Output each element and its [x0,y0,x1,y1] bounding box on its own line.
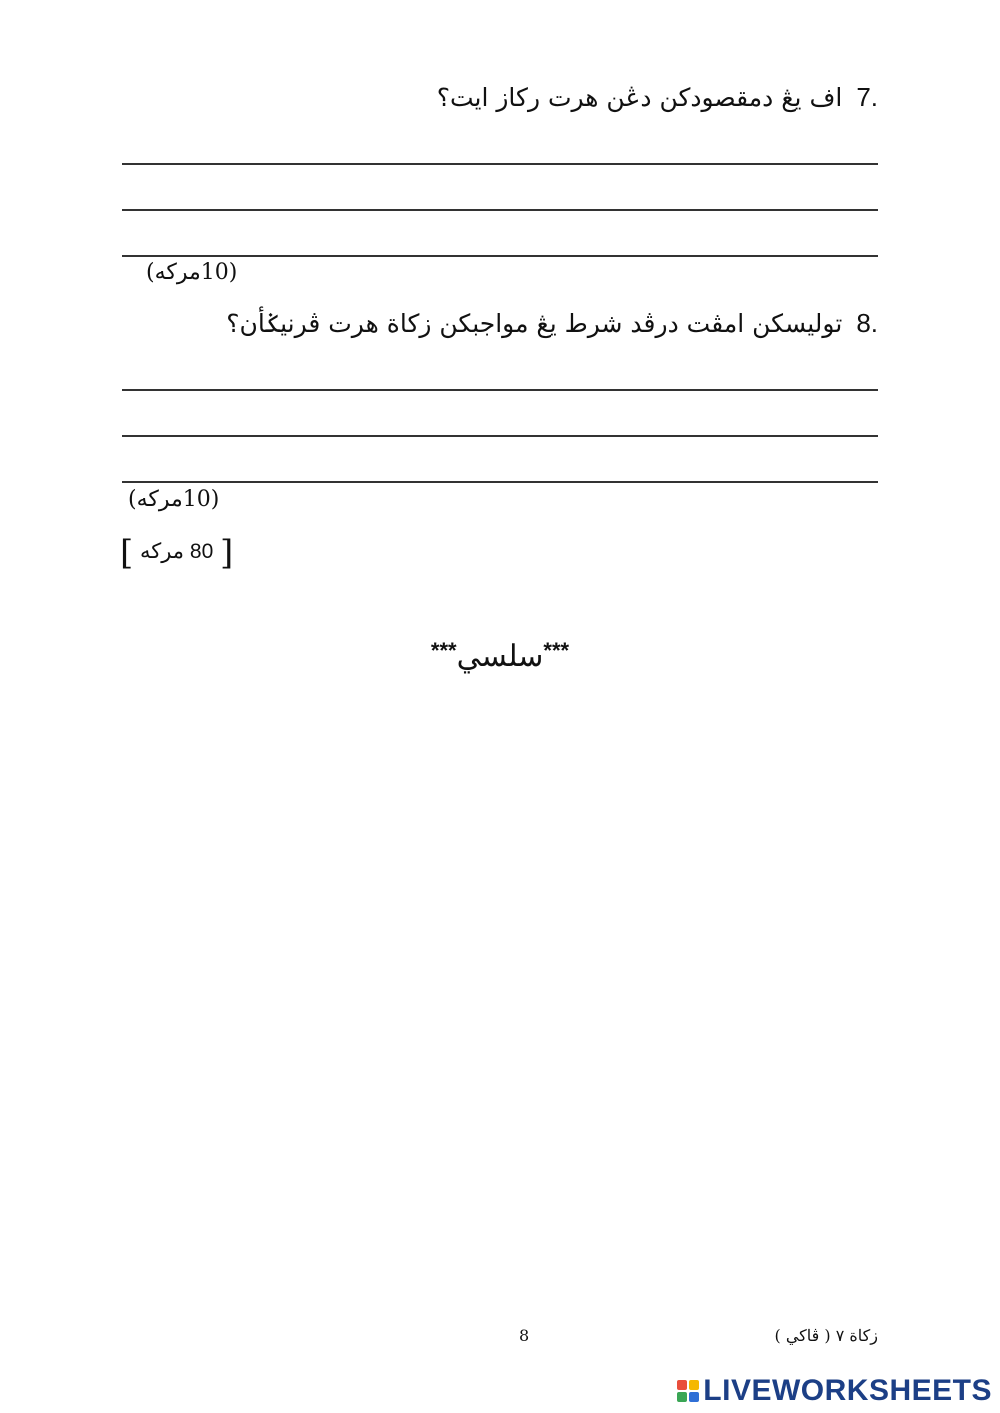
total-marks-text: 80 مرکه [139,540,214,563]
bracket-open: [ [120,533,134,573]
logo-tile-green [677,1392,687,1402]
brand-name: LIVEWORKSHEETS [703,1374,992,1407]
total-marks [120,533,233,573]
stars-right: *** [543,638,570,663]
question-7 [437,82,878,113]
logo-tile-yellow [689,1380,699,1390]
bracket-close: ] [219,533,234,573]
answer-line[interactable] [122,255,878,257]
logo-tile-red [677,1380,687,1390]
question-text: توليسکن امڤت درڤد شرط يڠ مواجبکن زکاة هرت ڤرنيݢأن؟ [226,309,843,338]
liveworksheets-logo-icon [677,1380,699,1402]
logo-tile-blue [689,1392,699,1402]
question-8 [226,308,878,339]
answer-line[interactable] [122,389,878,391]
marks-label: (10مرکه) [128,487,220,512]
question-number: 7. [856,82,878,112]
closing-word: سلسي [456,639,544,674]
marks-label: (10مرکه) [146,260,238,285]
answer-line[interactable] [122,435,878,437]
answer-line[interactable] [122,163,878,165]
stars-left: *** [430,638,457,663]
answer-line[interactable] [122,209,878,211]
footer-subject: زکاة ٧ ( ڤاکي ) [774,1326,878,1345]
question-text: اف يڠ دمقصودکن دڠن هرت رکاز ايت؟ [436,83,843,112]
liveworksheets-brand[interactable] [677,1374,992,1408]
page-number: 8 [519,1326,530,1345]
answer-line[interactable] [122,481,878,483]
question-number: 8. [856,308,878,338]
closing-remark [0,638,1000,674]
